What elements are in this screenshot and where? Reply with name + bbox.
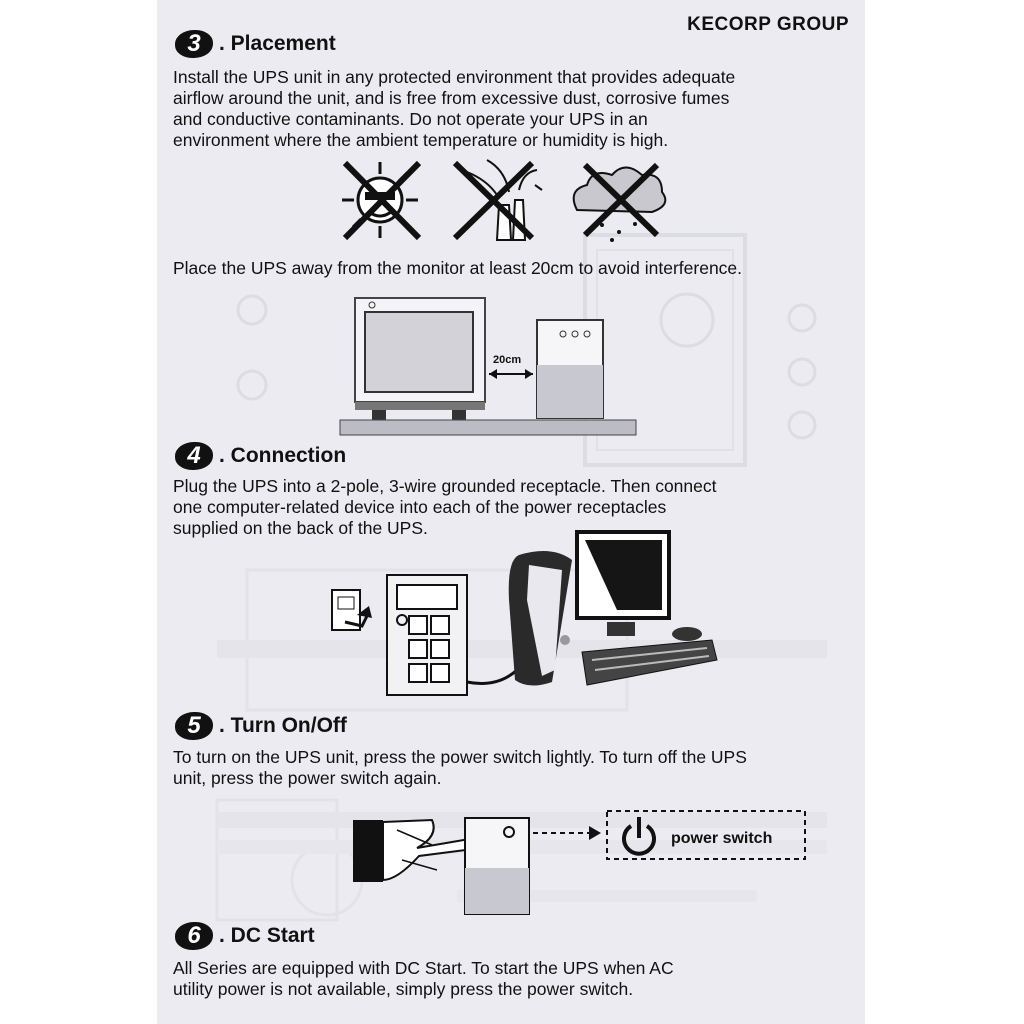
placement-paragraph: Install the UPS unit in any protected environment that provides adequate airflow around the unit, and is free from excessive dust, corrosive fumes and conductive contaminants. Do not operate your UPS in an environment where the ambient temperature or humidity is high. [173,67,736,150]
power-switch-graphic [157,0,865,1024]
section-title: . Turn On/Off [219,714,347,737]
section-title: . DC Start [219,924,315,947]
section-number-badge: 4 [175,442,213,470]
section-title: . Placement [219,32,336,55]
power-icon [624,817,654,854]
dc-start-paragraph: All Series are equipped with DC Start. To start the UPS when AC utility power is not available, simply press the power switch. [173,958,674,999]
placement-distance-paragraph: Place the UPS away from the monitor at least 20cm to avoid interference. [173,258,743,278]
section-number-badge: 3 [175,30,213,58]
section-number-badge: 6 [175,922,213,950]
section-number-badge: 5 [175,712,213,740]
distance-label: 20cm [493,354,522,366]
connection-paragraph: Plug the UPS into a 2-pole, 3-wire grounded receptacle. Then connect one computer-related device into each of the power receptacles supplied on the back of the UPS. [173,476,717,538]
brand-name: KECORP GROUP [687,14,849,35]
section-dc-start-heading [175,922,315,950]
power-switch-label: power switch [671,830,773,847]
section-title: . Connection [219,444,347,467]
turn-on-off-paragraph: To turn on the UPS unit, press the power switch lightly. To turn off the UPS unit, press the power switch again. [173,747,747,788]
manual-page [157,0,865,1024]
